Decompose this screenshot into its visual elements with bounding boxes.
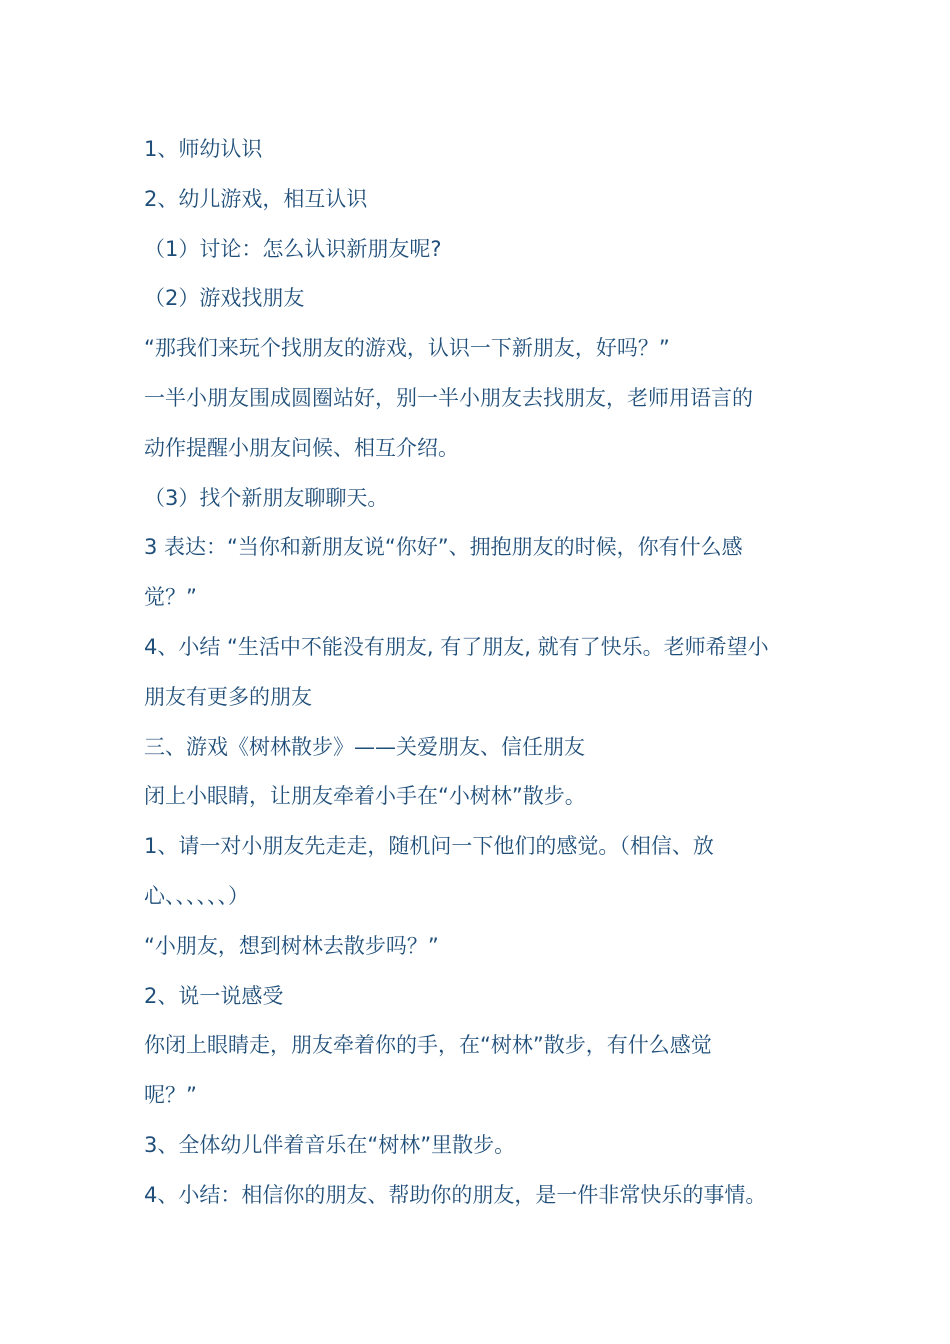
text-line: 1、请一对小朋友先走走，随机问一下他们的感觉。（相信、放 (144, 834, 714, 859)
text-line: （3）找个新朋友聊聊天。 (144, 485, 389, 510)
text-line: “小朋友，想到树林去散步吗？” (144, 933, 439, 958)
text-line: 三、游戏《树林散步》——关爱朋友、信任朋友 (144, 734, 585, 759)
text-line: （1）讨论：怎么认识新朋友呢? (144, 236, 442, 261)
text-line: 你闭上眼睛走，朋友牵着你的手，在“树林”散步，有什么感觉 (144, 1033, 712, 1058)
text-line: 动作提醒小朋友问候、相互介绍。 (144, 435, 459, 460)
text-line: 呢？” (144, 1083, 197, 1108)
text-line: 一半小朋友围成圆圈站好，别一半小朋友去找朋友，老师用语言的 (144, 385, 753, 410)
text-line: 3、全体幼儿伴着音乐在“树林”里散步。 (144, 1132, 516, 1157)
text-line: 觉？” (144, 585, 197, 610)
text-line: 闭上小眼睛，让朋友牵着小手在“小树林”散步。 (144, 784, 586, 809)
text-line: “那我们来玩个找朋友的游戏，认识一下新朋友，好吗？” (144, 336, 670, 361)
document-body (144, 125, 824, 1221)
text-line: 心、、、、、、） (144, 883, 249, 908)
text-line: 4、小结 “生活中不能没有朋友, 有了朋友, 就有了快乐。老师希望小 (144, 634, 769, 659)
text-line: 朋友有更多的朋友 (144, 684, 312, 709)
text-line: 3 表达：“当你和新朋友说“你好”、拥抱朋友的时候，你有什么感 (144, 535, 743, 560)
text-line: （2）游戏找朋友 (144, 286, 305, 311)
text-line: 2、说一说感受 (144, 983, 284, 1008)
text-line: 1、师幼认识 (144, 137, 263, 161)
text-line: 4、小结：相信你的朋友、帮助你的朋友，是一件非常快乐的事情。 (144, 1182, 767, 1207)
text-line: 2、幼儿游戏，相互认识 (144, 186, 368, 211)
